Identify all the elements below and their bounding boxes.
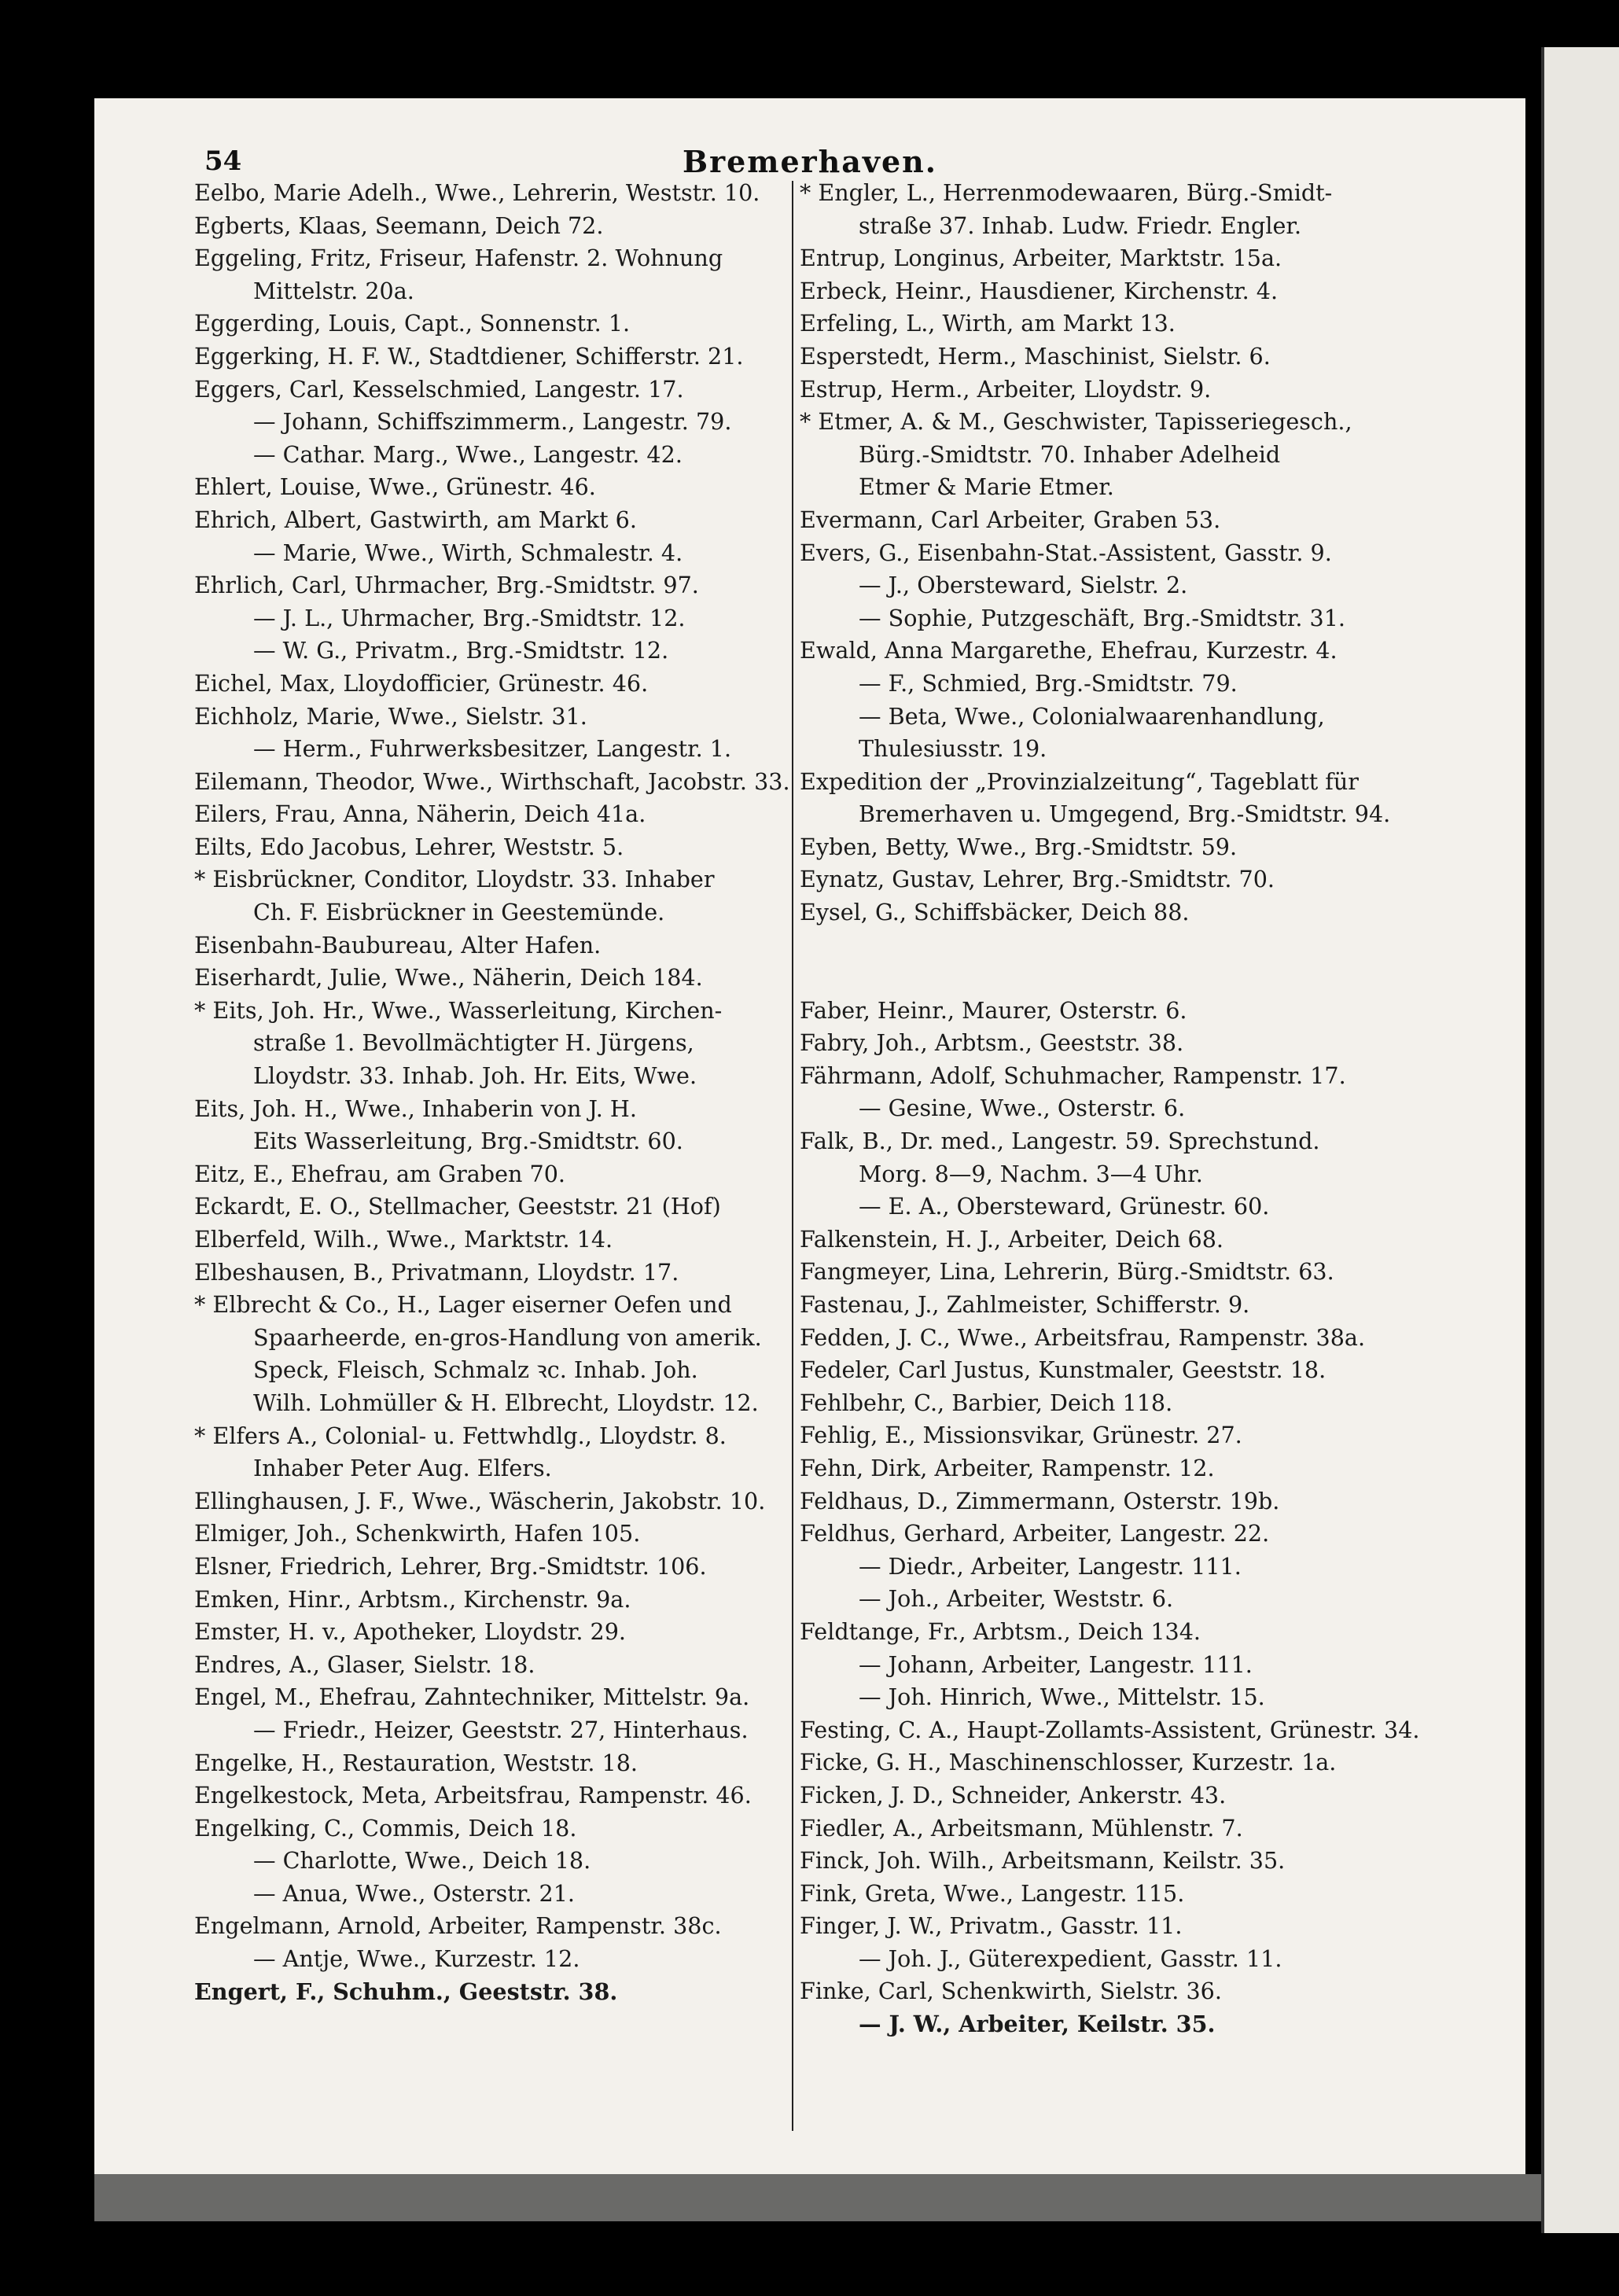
directory-entry: Ficken, J. D., Schneider, Ankerstr. 43. [800,1781,1227,1808]
directory-entry: Engelking, C., Commis, Deich 18. [194,1814,577,1842]
directory-entry: Eichholz, Marie, Wwe., Sielstr. 31. [194,702,587,730]
directory-entry-continuation: — Marie, Wwe., Wirth, Schmalestr. 4. [253,539,683,566]
directory-entry: Elberfeld, Wilh., Wwe., Marktstr. 14. [194,1226,613,1253]
directory-entry-continuation: — F., Schmied, Brg.-Smidtstr. 79. [859,669,1238,697]
directory-entry: Eisenbahn-Baubureau, Alter Hafen. [194,931,602,959]
directory-entry: Ewald, Anna Margarethe, Ehefrau, Kurzestr. 4. [800,637,1338,664]
directory-entry-continuation: — J. W., Arbeiter, Keilstr. 35. [859,2011,1216,2038]
directory-entry: Engert, F., Schuhm., Geeststr. 38. [194,1978,618,2005]
directory-entry: Eichel, Max, Lloydofficier, Grünestr. 46. [194,669,649,697]
directory-entry: Ehlert, Louise, Wwe., Grünestr. 46. [194,473,596,501]
left-column [194,177,886,2008]
directory-entry-continuation: Speck, Fleisch, Schmalz ꝛc. Inhab. Joh. [253,1356,698,1384]
directory-entry: Ehrlich, Carl, Uhrmacher, Brg.-Smidtstr. 97. [194,572,699,599]
directory-entry-continuation: Morg. 8—9, Nachm. 3—4 Uhr. [859,1160,1203,1187]
directory-entry: Erbeck, Heinr., Hausdiener, Kirchenstr. 4. [800,277,1279,304]
directory-entry-continuation: — Cathar. Marg., Wwe., Langestr. 42. [253,440,683,468]
directory-entry-continuation: — W. G., Privatm., Brg.-Smidtstr. 12. [253,637,669,664]
directory-entry: Fehlbehr, C., Barbier, Deich 118. [800,1389,1173,1416]
directory-entry: * Eits, Joh. Hr., Wwe., Wasserleitung, Kirchen- [194,996,723,1024]
directory-entry-continuation: Wilh. Lohmüller & H. Elbrecht, Lloydstr. 12. [253,1389,759,1416]
directory-entry: Festing, C. A., Haupt-Zollamts-Assistent, Grünestr. 34. [800,1716,1420,1743]
directory-entry: Fiedler, A., Arbeitsmann, Mühlenstr. 7. [800,1814,1243,1842]
directory-entry: Fährmann, Adolf, Schuhmacher, Rampenstr. 17. [800,1062,1346,1089]
directory-entry: Eelbo, Marie Adelh., Wwe., Lehrerin, Weststr. 10. [194,179,760,206]
directory-entry-continuation: — J., Obersteward, Sielstr. 2. [859,572,1188,599]
page-number: 54 [204,145,242,177]
directory-entry: Fedden, J. C., Wwe., Arbeitsfrau, Rampenstr. 38a. [800,1323,1366,1351]
directory-entry-continuation: — Beta, Wwe., Colonialwaarenhandlung, [859,702,1325,730]
directory-entry: Emster, H. v., Apotheker, Lloydstr. 29. [194,1618,627,1646]
directory-entry-continuation: — Johann, Schiffszimmerm., Langestr. 79. [253,408,732,436]
directory-entry: Eitz, E., Ehefrau, am Graben 70. [194,1160,566,1187]
directory-entry-continuation: — Sophie, Putzgeschäft, Brg.-Smidtstr. 31. [859,604,1346,631]
directory-entry-continuation: Spaarheerde, en-gros-Handlung von amerik. [253,1323,762,1351]
directory-entry-continuation: Lloydstr. 33. Inhab. Joh. Hr. Eits, Wwe. [253,1062,697,1090]
directory-entry: Evers, G., Eisenbahn-Stat.-Assistent, Gasstr. 9. [800,539,1332,566]
directory-entry: Engelmann, Arnold, Arbeiter, Rampenstr. 38c. [194,1912,722,1940]
directory-entry: Falkenstein, H. J., Arbeiter, Deich 68. [800,1225,1223,1253]
directory-entry-continuation: — Friedr., Heizer, Geeststr. 27, Hinterhaus. [253,1716,749,1743]
directory-entry: Ellinghausen, J. F., Wwe., Wäscherin, Jakobstr. 10. [194,1487,766,1514]
directory-entry: Estrup, Herm., Arbeiter, Lloydstr. 9. [800,375,1212,403]
directory-entry: Endres, A., Glaser, Sielstr. 18. [194,1650,535,1678]
directory-entry: Eilts, Edo Jacobus, Lehrer, Weststr. 5. [194,833,624,860]
directory-entry-continuation: Eits Wasserleitung, Brg.-Smidtstr. 60. [253,1128,683,1155]
directory-entry: Finck, Joh. Wilh., Arbeitsmann, Keilstr. 35. [800,1847,1286,1875]
directory-entry: Entrup, Longinus, Arbeiter, Marktstr. 15a. [800,245,1282,272]
directory-entry: Fedeler, Carl Justus, Kunstmaler, Geeststr. 18. [800,1356,1326,1384]
directory-entry-continuation: Ch. F. Eisbrückner in Geestemünde. [253,899,665,926]
directory-entry-continuation: — E. A., Obersteward, Grünestr. 60. [859,1193,1270,1220]
directory-entry: Engelkestock, Meta, Arbeitsfrau, Rampenstr. 46. [194,1782,752,1809]
directory-page [94,98,1525,2174]
directory-entry: Eilers, Frau, Anna, Näherin, Deich 41a. [194,800,646,828]
directory-entry: Expedition der „Provinzialzeitung“, Tageblatt für [800,767,1359,795]
directory-entry-continuation: Bürg.-Smidtstr. 70. Inhaber Adelheid [859,440,1281,468]
directory-entry: Feldhaus, D., Zimmermann, Osterstr. 19b. [800,1487,1280,1514]
directory-entry-continuation: straße 37. Inhab. Ludw. Friedr. Engler. [859,212,1302,239]
directory-entry: Eiserhardt, Julie, Wwe., Näherin, Deich 184. [194,964,703,992]
directory-entry: * Eisbrückner, Conditor, Lloydstr. 33. Inhaber [194,866,715,893]
directory-entry: Fehn, Dirk, Arbeiter, Rampenstr. 12. [800,1454,1215,1481]
directory-entry: Esperstedt, Herm., Maschinist, Sielstr. 6. [800,342,1271,370]
directory-entry-continuation: — Gesine, Wwe., Osterstr. 6. [859,1095,1186,1122]
directory-entry: Elbeshausen, B., Privatmann, Lloydstr. 17. [194,1258,679,1286]
directory-entry: Fangmeyer, Lina, Lehrerin, Bürg.-Smidtstr. 63. [800,1258,1334,1286]
directory-entry: Elmiger, Joh., Schenkwirth, Hafen 105. [194,1520,641,1547]
directory-entry: Eggerking, H. F. W., Stadtdiener, Schifferstr. 21. [194,342,744,370]
directory-entry: * Elbrecht & Co., H., Lager eiserner Oefen und [194,1291,732,1319]
directory-entry: Fastenau, J., Zahlmeister, Schifferstr. 9. [800,1291,1250,1318]
directory-entry: Eilemann, Theodor, Wwe., Wirthschaft, Jacobstr. 33. [194,767,790,795]
directory-entry: Feldhus, Gerhard, Arbeiter, Langestr. 22. [800,1520,1270,1547]
directory-entry: Engel, M., Ehefrau, Zahntechniker, Mittelstr. 9a. [194,1683,750,1711]
directory-entry: Fehlig, E., Missionsvikar, Grünestr. 27. [800,1422,1242,1449]
directory-entry: Egberts, Klaas, Seemann, Deich 72. [194,212,604,239]
directory-entry: Erfeling, L., Wirth, am Markt 13. [800,310,1176,337]
directory-entry-continuation: — Herm., Fuhrwerksbesitzer, Langestr. 1. [253,735,732,763]
directory-entry: Ficke, G. H., Maschinenschlosser, Kurzestr. 1a. [800,1749,1337,1776]
directory-entry: Finke, Carl, Schenkwirth, Sielstr. 36. [800,1978,1222,2005]
adjacent-page-edge [1541,47,1619,2233]
directory-entry-continuation: — Johann, Arbeiter, Langestr. 111. [859,1650,1253,1678]
directory-entry: Eyben, Betty, Wwe., Brg.-Smidtstr. 59. [800,833,1238,860]
directory-entry: Ehrich, Albert, Gastwirth, am Markt 6. [194,506,637,533]
directory-entry: Eggerding, Louis, Capt., Sonnenstr. 1. [194,310,631,337]
directory-entry-continuation: Etmer & Marie Etmer. [859,473,1114,501]
directory-entry-continuation: — Joh. J., Güterexpedient, Gasstr. 11. [859,1945,1282,1972]
directory-entry: Faber, Heinr., Maurer, Osterstr. 6. [800,996,1187,1024]
directory-entry-continuation: Thulesiusstr. 19. [859,735,1047,763]
directory-entry: Fink, Greta, Wwe., Langestr. 115. [800,1879,1185,1907]
right-column [800,177,1492,2041]
directory-entry-continuation: Inhaber Peter Aug. Elfers. [253,1455,552,1482]
directory-entry: Eits, Joh. H., Wwe., Inhaberin von J. H. [194,1095,637,1122]
directory-entry: Eggers, Carl, Kesselschmied, Langestr. 17. [194,375,684,403]
page-title: Bremerhaven. [682,144,938,179]
directory-entry: Eysel, G., Schiffsbäcker, Deich 88. [800,899,1190,926]
directory-entry: Engelke, H., Restauration, Weststr. 18. [194,1749,638,1776]
directory-entry: Feldtange, Fr., Arbtsm., Deich 134. [800,1617,1201,1645]
directory-entry: Fabry, Joh., Arbtsm., Geeststr. 38. [800,1029,1184,1057]
directory-entry: Finger, J. W., Privatm., Gasstr. 11. [800,1912,1183,1940]
directory-entry: Falk, B., Dr. med., Langestr. 59. Sprechstund. [800,1128,1320,1155]
directory-entry-continuation: — Diedr., Arbeiter, Langestr. 111. [859,1552,1242,1580]
directory-entry-continuation: — Joh., Arbeiter, Weststr. 6. [859,1585,1174,1613]
directory-entry: Eckardt, E. O., Stellmacher, Geeststr. 21 (Hof) [194,1193,721,1220]
directory-entry: Emken, Hinr., Arbtsm., Kirchenstr. 9a. [194,1585,631,1613]
directory-entry-continuation: — Charlotte, Wwe., Deich 18. [253,1847,591,1875]
directory-entry: Eynatz, Gustav, Lehrer, Brg.-Smidtstr. 70. [800,866,1275,893]
directory-entry-continuation: Bremerhaven u. Umgegend, Brg.-Smidtstr. 94. [859,800,1391,828]
directory-entry-continuation: — Antje, Wwe., Kurzestr. 12. [253,1945,580,1973]
page-bottom-edge [94,2174,1541,2221]
directory-entry: * Etmer, A. & M., Geschwister, Tapisseriegesch., [800,408,1352,436]
directory-entry-continuation: — Anua, Wwe., Osterstr. 21. [253,1879,575,1907]
directory-entry: Eggeling, Fritz, Friseur, Hafenstr. 2. Wohnung [194,245,723,272]
column-divider [792,181,793,2131]
directory-entry-continuation: — Joh. Hinrich, Wwe., Mittelstr. 15. [859,1683,1265,1711]
directory-entry-continuation: straße 1. Bevollmächtigter H. Jürgens, [253,1029,694,1057]
directory-entry-continuation: — J. L., Uhrmacher, Brg.-Smidtstr. 12. [253,604,686,631]
directory-entry: Elsner, Friedrich, Lehrer, Brg.-Smidtstr. 106. [194,1552,707,1580]
directory-entry: * Engler, L., Herrenmodewaaren, Bürg.-Smidt- [800,179,1333,206]
directory-entry: * Elfers A., Colonial- u. Fettwhdlg., Lloydstr. 8. [194,1422,727,1449]
running-header [94,130,1525,177]
directory-entry: Evermann, Carl Arbeiter, Graben 53. [800,506,1221,533]
letter-section-gap [800,929,1492,995]
directory-entry-continuation: Mittelstr. 20a. [253,277,414,304]
